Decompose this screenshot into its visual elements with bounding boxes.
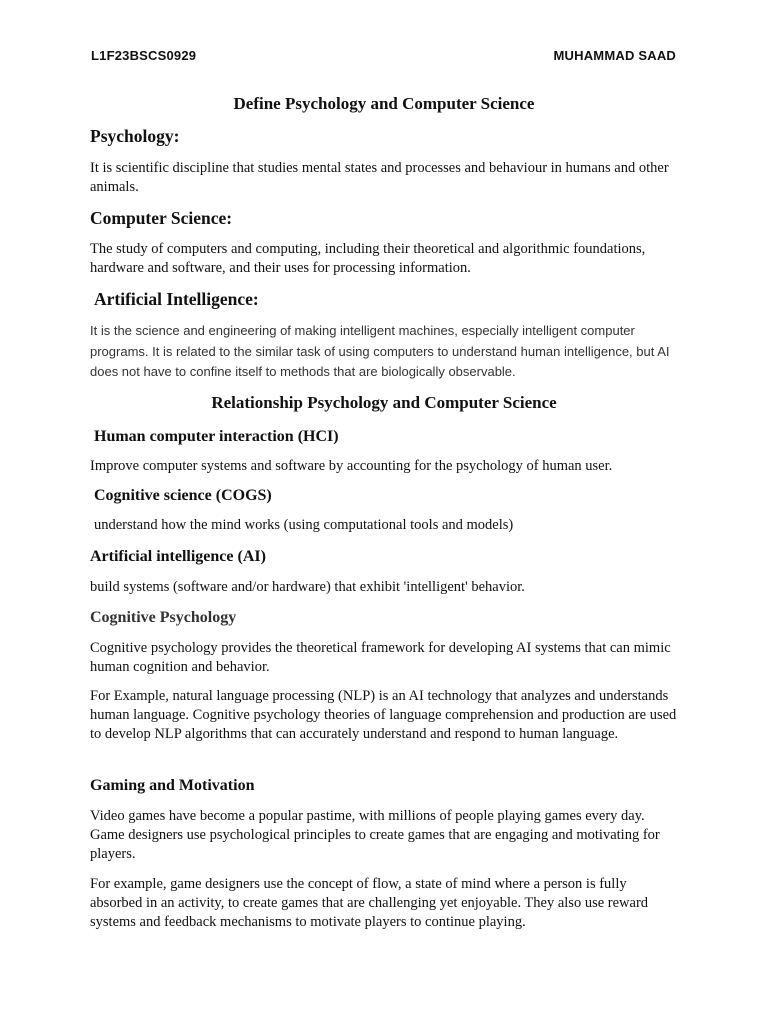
psychology-definition: It is scientific discipline that studies mental states and processes and behaviour in humans and other animals. <box>90 160 669 195</box>
ai-relationship-text: build systems (software and/or hardware) that exhibit 'intelligent' behavior. <box>90 579 525 595</box>
psychology-heading: Psychology: <box>90 126 180 146</box>
student-id: L1F23BSCS0929 <box>91 48 197 63</box>
cognitive-psychology-paragraph-1: Cognitive psychology provides the theoretical framework for developing AI systems that can mimic human cognition and behavior. <box>90 640 671 675</box>
computer-science-definition: The study of computers and computing, including their theoretical and algorithmic foundations, hardware and software, and their uses for processing information. <box>90 241 646 276</box>
hci-heading: Human computer interaction (HCI) <box>94 428 339 445</box>
gaming-heading: Gaming and Motivation <box>90 777 255 794</box>
artificial-intelligence-heading: Artificial Intelligence: <box>94 289 259 309</box>
relationship-title: Relationship Psychology and Computer Science <box>211 393 557 412</box>
cognitive-psychology-paragraph-2: For Example, natural language processing (NLP) is an AI technology that analyzes and understands human language. Cognitive psychology theories of language comprehension and production are used to develop NLP algorithms that can accurately understand and respond to human language. <box>90 688 677 742</box>
gaming-paragraph-2: For example, game designers use the concept of flow, a state of mind where a person is fully absorbed in an activity, to create games that are challenging yet enjoyable. They also use reward systems and feedback mechanisms to motivate players to continue playing. <box>90 876 649 930</box>
student-name: MUHAMMAD SAAD <box>553 48 676 63</box>
hci-text: Improve computer systems and software by accounting for the psychology of human user. <box>90 458 613 474</box>
cogs-heading: Cognitive science (COGS) <box>94 487 272 504</box>
page-title: Define Psychology and Computer Science <box>233 94 535 113</box>
cognitive-psychology-heading: Cognitive Psychology <box>90 609 237 626</box>
computer-science-heading: Computer Science: <box>90 208 233 228</box>
cogs-text: understand how the mind works (using computational tools and models) <box>94 517 514 533</box>
artificial-intelligence-definition: It is the science and engineering of making intelligent machines, especially intelligent computer programs. It is related to the similar task of using computers to understand human intelligence, but AI does not have to confine itself to methods that are biologically observable. <box>90 323 670 379</box>
ai-relationship-heading: Artificial intelligence (AI) <box>90 548 266 565</box>
gaming-paragraph-1: Video games have become a popular pastime, with millions of people playing games every day. Game designers use psychological principles to create games that are engaging and motivating for players. <box>90 808 660 862</box>
